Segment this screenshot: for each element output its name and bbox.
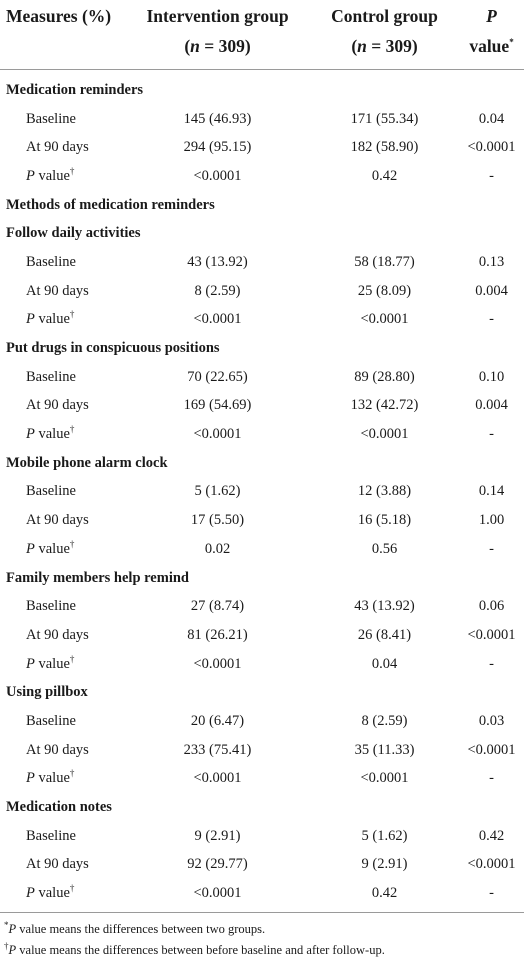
control-value: <0.0001	[360, 770, 409, 787]
p-value: 1.00	[478, 512, 505, 529]
intervention-value: <0.0001	[193, 426, 242, 443]
section-row	[0, 793, 524, 822]
header-intervention-n: (n = 309)	[184, 36, 251, 56]
p-value: 0.04	[478, 110, 505, 127]
table-row	[0, 306, 524, 335]
row-label-pvalue: P value†	[26, 424, 75, 443]
p-value: <0.0001	[467, 856, 516, 873]
control-value: 89 (28.80)	[354, 368, 415, 385]
table-row	[0, 535, 524, 564]
table-row	[0, 621, 524, 650]
table-row	[0, 650, 524, 679]
section-label: Follow daily activities	[6, 225, 141, 242]
p-value: 0.06	[478, 598, 505, 615]
control-value: 9 (2.91)	[361, 856, 408, 873]
section-label: Mobile phone alarm clock	[6, 454, 168, 471]
intervention-value: 27 (8.74)	[190, 598, 245, 615]
row-label: Baseline	[26, 712, 76, 729]
row-label: Baseline	[26, 110, 76, 127]
row-label: Baseline	[26, 598, 76, 615]
section-row	[0, 449, 524, 478]
section-label: Family members help remind	[6, 569, 189, 586]
intervention-value: 43 (13.92)	[187, 253, 248, 270]
p-value: <0.0001	[467, 139, 516, 156]
control-value: <0.0001	[360, 311, 409, 328]
intervention-value: 17 (5.50)	[190, 512, 245, 529]
header-measures: Measures (%)	[6, 6, 112, 26]
control-value: 12 (3.88)	[357, 483, 412, 500]
control-value: 182 (58.90)	[350, 139, 419, 156]
p-value: -	[489, 655, 494, 672]
table-row	[0, 592, 524, 621]
intervention-value: 9 (2.91)	[194, 827, 241, 844]
table-row	[0, 707, 524, 736]
p-value: -	[489, 311, 494, 328]
p-value: -	[489, 426, 494, 443]
row-label-pvalue: P value†	[26, 653, 75, 672]
row-label: Baseline	[26, 253, 76, 270]
intervention-value: 0.02	[204, 540, 231, 557]
control-value: <0.0001	[360, 426, 409, 443]
row-label: At 90 days	[26, 741, 89, 758]
row-label-pvalue: P value†	[26, 166, 75, 184]
table-row	[0, 765, 524, 794]
table-row	[0, 248, 524, 277]
table-row	[0, 162, 524, 191]
p-value: 0.13	[478, 253, 505, 270]
p-value: -	[489, 885, 494, 902]
section-label: Medication notes	[6, 799, 112, 816]
intervention-value: 81 (26.21)	[187, 626, 248, 643]
section-label: Methods of medication reminders	[6, 196, 215, 213]
p-value: 0.42	[478, 827, 505, 844]
row-label: Baseline	[26, 368, 76, 385]
table-row	[0, 392, 524, 421]
row-label-pvalue: P value†	[26, 768, 75, 787]
table-row	[0, 736, 524, 765]
header-intervention: Intervention group	[146, 6, 289, 26]
intervention-value: 233 (75.41)	[183, 741, 252, 758]
table-row	[0, 879, 524, 912]
table-row	[0, 478, 524, 507]
intervention-value: <0.0001	[193, 167, 242, 184]
row-label-pvalue: P value†	[26, 883, 75, 902]
footnote: †P value means the differences between before baseline and after follow-up.	[4, 940, 385, 957]
intervention-value: <0.0001	[193, 770, 242, 787]
row-label: At 90 days	[26, 856, 89, 873]
control-value: 35 (11.33)	[354, 741, 415, 758]
table-row	[0, 133, 524, 162]
section-row	[0, 70, 524, 105]
section-label: Put drugs in conspicuous positions	[6, 340, 220, 357]
row-label: At 90 days	[26, 282, 89, 299]
table-body	[0, 70, 524, 912]
header-measures-blank	[0, 31, 125, 70]
control-value: 5 (1.62)	[361, 827, 408, 844]
intervention-value: 145 (46.93)	[183, 110, 252, 127]
row-label: At 90 days	[26, 397, 89, 414]
section-row	[0, 564, 524, 593]
table-header	[0, 0, 524, 70]
control-value: 43 (13.92)	[354, 598, 415, 615]
intervention-value: 20 (6.47)	[190, 712, 245, 729]
table-row	[0, 420, 524, 449]
p-value: <0.0001	[467, 626, 516, 643]
intervention-value: 92 (29.77)	[187, 856, 248, 873]
section-row	[0, 219, 524, 248]
table-row	[0, 822, 524, 851]
p-value: -	[489, 770, 494, 787]
section-row	[0, 334, 524, 363]
control-value: 26 (8.41)	[357, 626, 412, 643]
table-row	[0, 851, 524, 880]
p-value: 0.03	[478, 712, 505, 729]
control-value: 0.04	[371, 655, 398, 672]
p-value: -	[489, 167, 494, 184]
intervention-value: 294 (95.15)	[183, 139, 252, 156]
control-value: 25 (8.09)	[357, 282, 412, 299]
row-label: At 90 days	[26, 512, 89, 529]
table-row	[0, 277, 524, 306]
header-pvalue-p: P	[486, 6, 497, 26]
p-value: 0.004	[475, 282, 508, 299]
intervention-value: 70 (22.65)	[187, 368, 248, 385]
section-label: Medication reminders	[6, 81, 144, 98]
control-value: 16 (5.18)	[357, 512, 412, 529]
p-value: 0.004	[475, 397, 508, 414]
intervention-value: <0.0001	[193, 655, 242, 672]
intervention-value: <0.0001	[193, 885, 242, 902]
intervention-value: <0.0001	[193, 311, 242, 328]
intervention-value: 8 (2.59)	[194, 282, 241, 299]
footnotes	[0, 913, 524, 961]
section-row	[0, 678, 524, 707]
p-value: <0.0001	[467, 741, 516, 758]
row-label-pvalue: P value†	[26, 539, 75, 557]
section-row	[0, 191, 524, 220]
table-row	[0, 105, 524, 134]
p-value: -	[489, 540, 494, 557]
table-row	[0, 363, 524, 392]
row-label: At 90 days	[26, 139, 89, 156]
footnote: *P value means the differences between two groups.	[4, 919, 266, 936]
row-label: Baseline	[26, 483, 76, 500]
control-value: 0.42	[371, 885, 398, 902]
control-value: 132 (42.72)	[350, 397, 419, 414]
control-value: 8 (2.59)	[361, 712, 408, 729]
control-value: 0.56	[371, 540, 398, 557]
p-value: 0.10	[478, 368, 505, 385]
intervention-value: 169 (54.69)	[183, 397, 252, 414]
row-label: At 90 days	[26, 626, 89, 643]
table-row	[0, 506, 524, 535]
header-control: Control group	[331, 6, 438, 26]
intervention-value: 5 (1.62)	[194, 483, 241, 500]
row-label: Baseline	[26, 827, 76, 844]
control-value: 171 (55.34)	[350, 110, 419, 127]
header-pvalue-word: value*	[469, 36, 514, 56]
row-label-pvalue: P value†	[26, 309, 75, 328]
control-value: 0.42	[371, 167, 398, 184]
section-label: Using pillbox	[6, 684, 88, 701]
p-value: 0.14	[478, 483, 505, 500]
header-control-n: (n = 309)	[351, 36, 418, 56]
control-value: 58 (18.77)	[354, 253, 415, 270]
